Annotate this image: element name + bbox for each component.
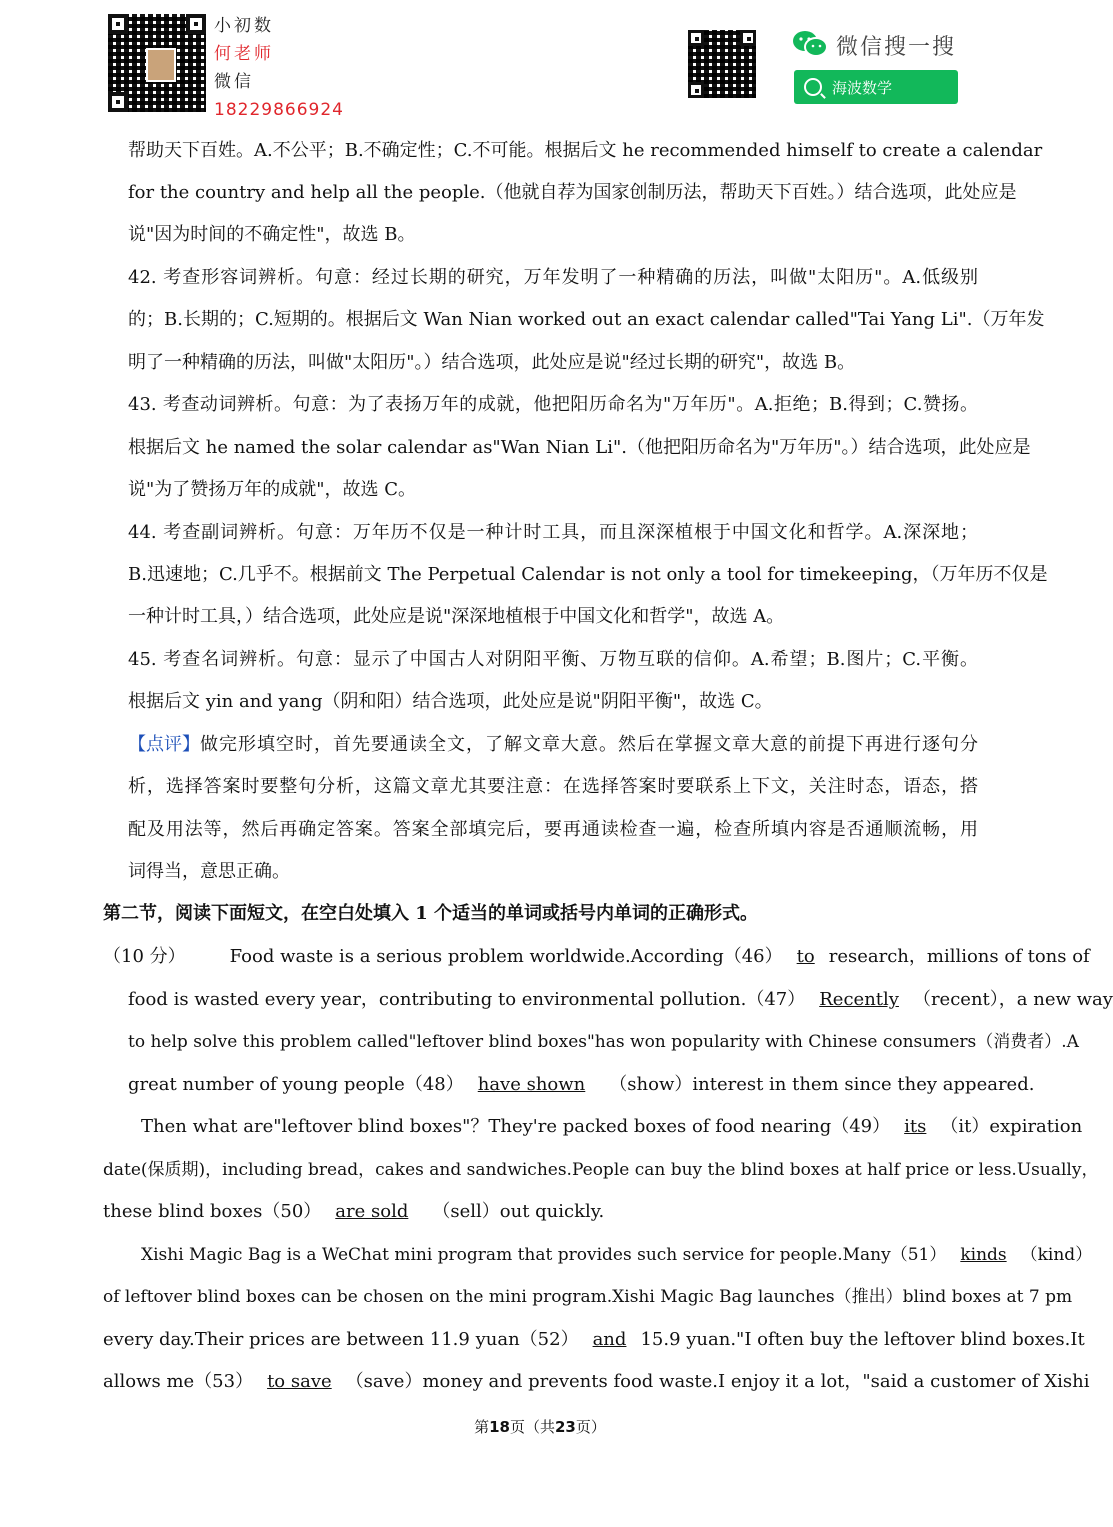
passage-text: every day.Their prices are between 11.9 yuan（52） <box>103 1329 579 1350</box>
passage-text: allows me（53） <box>103 1371 254 1392</box>
footer-prefix: 第 <box>474 1418 490 1436</box>
text-line: 的；B.长期的；C.短期的。根据后文 Wan Nian worked out an exact calendar called"Tai Yang Li".（万年发 <box>128 309 1045 330</box>
wechat-search-button[interactable] <box>794 70 958 104</box>
comment-text: 配及用法等，然后再确定答案。答案全部填完后，要再通读检查一遍，检查所填内容是否通顺流畅，用 <box>128 819 978 840</box>
score-label: （10 分） <box>103 946 186 967</box>
contact-block <box>214 12 344 124</box>
text-line: 根据后文 he named the solar calendar as"Wan Nian Li".（他把阳历命名为"万年历"。）结合选项，此处应是 <box>128 437 1031 458</box>
footer-total-pages: 23 <box>555 1418 576 1436</box>
section-title: 第二节，阅读下面短文，在空白处填入 1 个适当的单词或括号内单词的正确形式。 <box>103 903 759 924</box>
comment-text: 做完形填空时，首先要通读全文，了解文章大意。然后在掌握文章大意的前提下再进行逐句分 <box>200 734 978 755</box>
text-line: 根据后文 yin and yang（阴和阳）结合选项，此处应是说"阴阳平衡"，故选 C。 <box>128 691 773 712</box>
comment-line-first <box>128 732 978 758</box>
text-line: 43. 考查动词辨析。句意：为了表扬万年的成就，他把阳历命名为"万年历"。A.拒绝；B.得到；C.赞扬。 <box>128 394 978 415</box>
answer-49: its <box>904 1116 927 1137</box>
page-footer <box>0 1416 1080 1437</box>
passage-line: date(保质期)，including bread，cakes and sandwiches.People can buy the blind boxes at half price or less.Usually， <box>103 1160 1099 1180</box>
text-line: 说"为了赞扬万年的成就"，故选 C。 <box>128 479 417 500</box>
search-button-label: 海波数学 <box>832 78 893 97</box>
passage-line <box>103 1199 604 1225</box>
teacher-avatar <box>146 48 176 82</box>
answer-48: have shown <box>477 1074 586 1095</box>
qr-code-right <box>688 30 756 98</box>
comment-text: 析，选择答案时要整句分析，这篇文章尤其要注意：在选择答案时要联系上下文，关注时态，语态，搭 <box>128 776 978 797</box>
comment-text: 词得当，意思正确。 <box>128 861 290 882</box>
answer-50: are sold <box>335 1201 409 1222</box>
passage-text: （sell）out quickly. <box>432 1201 605 1222</box>
passage-line <box>128 987 1113 1013</box>
text-line: for the country and help all the people.（他就自荐为国家创制历法，帮助天下百姓。）结合选项，此处应是 <box>128 182 1017 203</box>
passage-line <box>103 1369 1090 1395</box>
answer-53: to save <box>267 1371 332 1392</box>
answer-46: to <box>796 946 815 967</box>
search-icon <box>804 78 822 96</box>
passage-text: Food waste is a serious problem worldwide.According（46） <box>229 946 783 967</box>
passage-line <box>103 1327 1085 1353</box>
contact-teacher: 何老师 <box>214 44 274 64</box>
text-line: 帮助天下百姓。A.不公平；B.不确定性；C.不可能。根据后文 he recommended himself to create a calendar <box>128 140 1043 161</box>
passage-text: Then what are"leftover blind boxes"？They're packed boxes of food nearing（49） <box>141 1116 891 1137</box>
passage-text: （it）expiration <box>940 1116 1083 1137</box>
passage-line <box>141 1114 1083 1140</box>
passage-text: （recent），a new way <box>912 989 1113 1010</box>
text-line: 44. 考查副词辨析。句意：万年历不仅是一种计时工具，而且深深植根于中国文化和哲学。A.深深地； <box>128 522 978 543</box>
wechat-logo-icon <box>792 30 828 58</box>
contact-wechat-label: 微信 <box>214 72 254 92</box>
passage-line <box>128 1072 1034 1098</box>
passage-line: of leftover blind boxes can be chosen on the mini program.Xishi Magic Bag launches（推出）blind boxes at 7 pm <box>103 1287 1073 1307</box>
contact-phone: 18229866924 <box>214 100 344 120</box>
passage-text: （show）interest in them since they appeared. <box>609 1074 1035 1095</box>
passage-text: （save）money and prevents food waste.I enjoy it a lot，"said a customer of Xishi <box>345 1371 1090 1392</box>
text-line: 42. 考查形容词辨析。句意：经过长期的研究，万年发明了一种精确的历法，叫做"太阳历"。A.低级别 <box>128 267 978 288</box>
footer-page-number: 18 <box>489 1418 510 1436</box>
passage-text: （kind） <box>1020 1245 1093 1265</box>
text-line: 说"因为时间的不确定性"，故选 B。 <box>128 224 416 245</box>
answer-51: kinds <box>960 1245 1007 1265</box>
passage-text: Xishi Magic Bag is a WeChat mini program that provides such service for people.Many（51） <box>141 1245 947 1265</box>
passage-text: these blind boxes（50） <box>103 1201 322 1222</box>
passage-line <box>141 1242 1093 1268</box>
wechat-search-title: 微信搜一搜 <box>836 35 957 60</box>
passage-text: food is wasted every year，contributing to environmental pollution.（47） <box>128 989 806 1010</box>
text-line: 明了一种精确的历法，叫做"太阳历"。）结合选项，此处应是说"经过长期的研究"，故选 B。 <box>128 352 856 373</box>
passage-line <box>103 944 1090 970</box>
text-line: 45. 考查名词辨析。句意：显示了中国古人对阴阳平衡、万物互联的信仰。A.希望；B.图片；C.平衡。 <box>128 649 978 670</box>
passage-text: 15.9 yuan."I often buy the leftover blind boxes.It <box>640 1329 1085 1350</box>
footer-suffix: 页） <box>575 1418 606 1436</box>
answer-52: and <box>592 1329 627 1350</box>
comment-tag: 【点评】 <box>128 734 200 755</box>
text-line: B.迅速地；C.几乎不。根据前文 The Perpetual Calendar is not only a tool for timekeeping，（万年历不仅是 <box>128 564 1048 585</box>
footer-mid: 页（共 <box>509 1418 555 1436</box>
text-line: 一种计时工具，）结合选项，此处应是说"深深地植根于中国文化和哲学"，故选 A。 <box>128 606 785 627</box>
passage-line: to help solve this problem called"leftover blind boxes"has won popularity with Chinese consumers（消费者）.A <box>128 1032 1079 1052</box>
answer-47: Recently <box>819 989 899 1010</box>
passage-text: great number of young people（48） <box>128 1074 464 1095</box>
contact-subject: 小初数 <box>214 16 274 36</box>
passage-text: research，millions of tons of <box>828 946 1090 967</box>
